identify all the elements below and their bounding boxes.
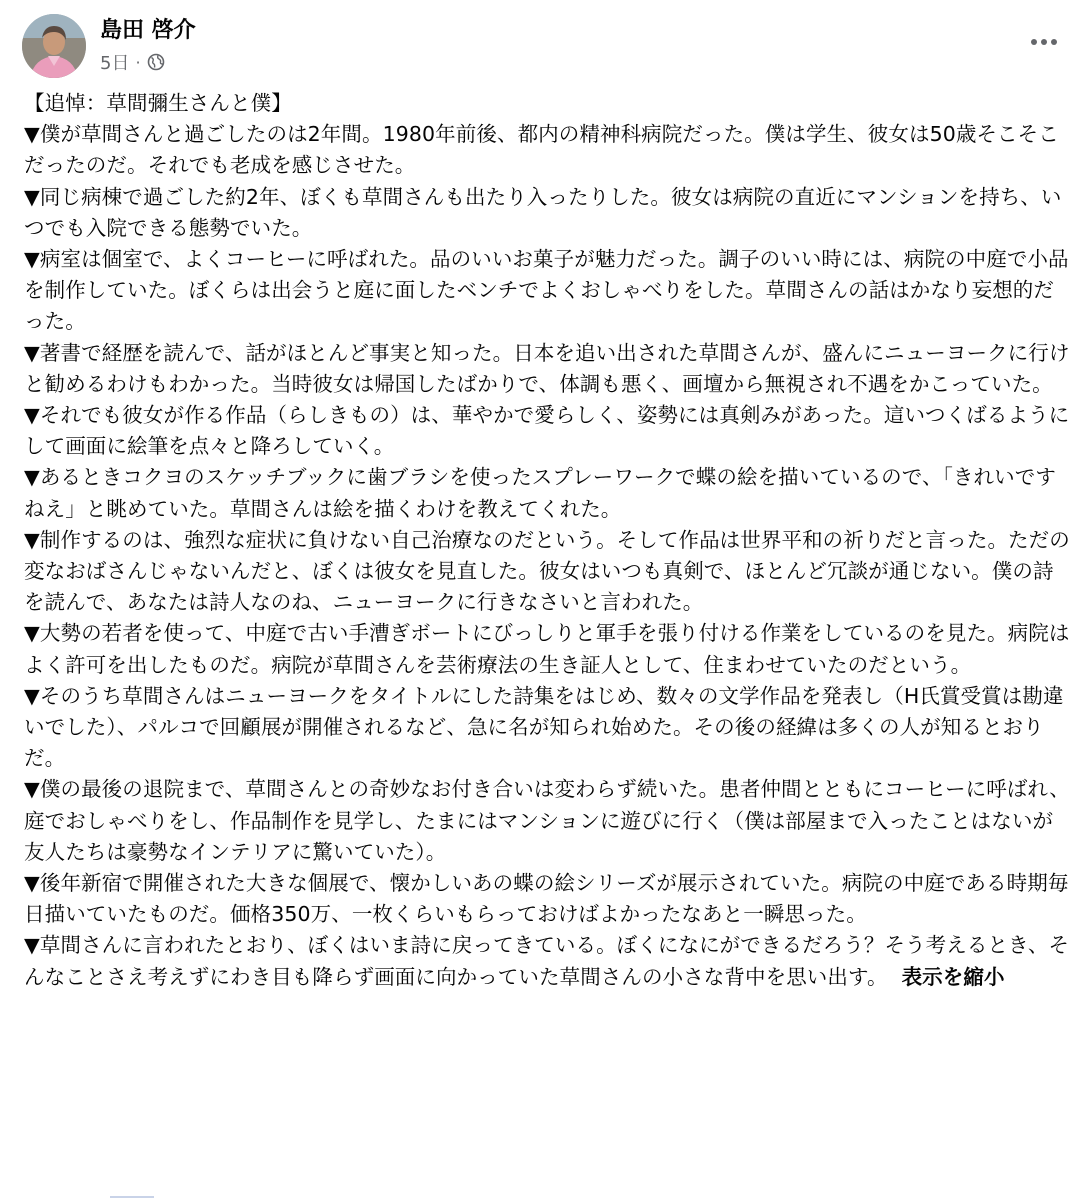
post-meta [100, 48, 196, 76]
post-title: 【追悼：草間彌生さんと僕】 [24, 91, 292, 115]
author-name[interactable]: 島田 啓介 [100, 18, 196, 43]
paragraph: ▼僕の最後の退院まで、草間さんとの奇妙なお付き合いは変わらず続いた。患者仲間とともにコーヒーに呼ばれ、庭でおしゃべりをし、作品制作を見学し、たまにはマンションに遊びに行く（僕は部屋まで入ったことはないが友人たちは豪勢なインテリアに驚いていた）。 [24, 777, 1070, 864]
paragraph: ▼著書で経歴を読んで、話がほとんど事実と知った。日本を追い出された草間さんが、盛んにニューヨークに行けと勧めるわけもわかった。当時彼女は帰国したばかりで、体調も悪く、画壇から無視され不遇をかこっていた。 [24, 340, 1070, 396]
paragraph: ▼それでも彼女が作る作品（らしきもの）は、華やかで愛らしく、姿勢には真剣みがあった。這いつくばるようにして画面に絵筆を点々と降ろしていく。 [24, 403, 1070, 459]
meta-separator: · [135, 52, 141, 72]
paragraph: ▼そのうち草間さんはニューヨークをタイトルにした詩集をはじめ、数々の文学作品を発表し（H氏賞受賞は勘違いでした）、パルコで回顧展が開催されるなど、急に名が知られ始めた。その後の経緯は多くの人が知るとおりだ。 [24, 683, 1064, 771]
paragraph: ▼同じ病棟で過ごした約2年、ぼくも草間さんも出たり入ったりした。彼女は病院の直近にマンションを持ち、いつでも入院できる態勢でいた。 [24, 184, 1062, 240]
post-body [24, 88, 1072, 993]
avatar[interactable] [22, 14, 86, 78]
paragraph: ▼僕が草間さんと過ごしたのは2年間。1980年前後、都内の精神科病院だった。僕は学生、彼女は50歳そこそこだったのだ。それでも老成を感じさせた。 [24, 122, 1059, 178]
paragraph-last-text: ▼草間さんに言われたとおり、ぼくはいま詩に戻ってきている。ぼくになにができるだろう？そう考えるとき、そんなことさえ考えずにわき目も降らず画面に向かっていた草間さんの小さな背中を思い出す。 [24, 933, 1070, 989]
paragraph: ▼制作するのは、強烈な症状に負けない自己治療なのだという。そして作品は世界平和の祈りだと言った。ただの変なおばさんじゃないんだと、ぼくは彼女を見直した。彼女はいつも真剣で、ほとんど冗談が通じない。僕の詩を読んで、あなたは詩人なのね、ニューヨークに行きなさいと言われた。 [24, 527, 1070, 615]
paragraph: ▼あるときコクヨのスケッチブックに歯ブラシを使ったスプレーワークで蝶の絵を描いているので、「きれいですねえ」と眺めていた。草間さんは絵を描くわけを教えてくれた。 [24, 465, 1056, 521]
divider [110, 1196, 154, 1198]
more-options-icon [1030, 38, 1058, 46]
author-block [100, 16, 196, 76]
more-options-button[interactable] [1022, 24, 1066, 60]
see-less-link[interactable]: 表示を縮小 [901, 964, 1005, 989]
paragraph: ▼病室は個室で、よくコーヒーに呼ばれた。品のいいお菓子が魅力だった。調子のいい時には、病院の中庭で小品を制作していた。ぼくらは出会うと庭に面したベンチでよくおしゃべりをした。草間さんの話はかなり妄想的だった。 [24, 247, 1069, 334]
paragraph: ▼後年新宿で開催された大きな個展で、懐かしいあの蝶の絵シリーズが展示されていた。病院の中庭である時期毎日描いていたものだ。価格350万、一枚くらいもらっておけばよかったなあと一瞬思った。 [24, 871, 1069, 927]
paragraph: ▼大勢の若者を使って、中庭で古い手漕ぎボートにびっしりと軍手を張り付ける作業をしているのを見た。病院はよく許可を出したものだ。病院が草間さんを芸術療法の生き証人として、住まわせていたのだという。 [24, 621, 1070, 677]
globe-icon[interactable] [147, 53, 165, 71]
paragraph-last [24, 930, 1072, 992]
post-header [22, 14, 1066, 80]
post-timestamp[interactable]: 5日 [100, 53, 130, 74]
avatar-image [22, 14, 86, 78]
